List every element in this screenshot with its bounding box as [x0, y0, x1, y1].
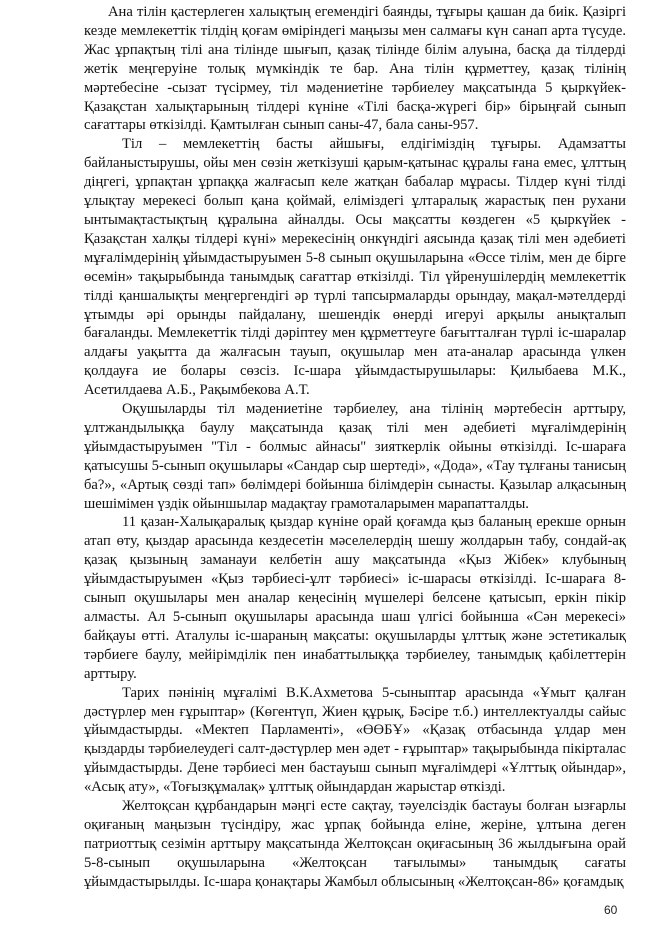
paragraph-girls-day: 11 қазан-Халықаралық қыздар күніне орай қоғамда қыз баланың ерекше орнын атап өту, қыздар арасында кездесетін мәселелердің шешу жолдарын табу, сондай-ақ қазақ қызының заманауи келбетін ашу мақсатында «Қыз Жібек» клубының ұйымдастыруымен «Қыз тәрбиесі-ұлт тәрбиесі» іс-шарасы өткізілді. Іс-шараға 8-сынып оқушылары мен аналар кеңесінің мүшелері белсене қатысып, еркін пікір алмасты. Ал 5-сынып оқушылары арасында шаш үлгісі бойынша «Сән мерекесі» байқауы өтті. Аталулы іс-шараның мақсаты: оқушыларды ұлттық және эстетикалық тәрбиеге баулу, мейірімділік пен инабаттылыққа тәрбиелеу, танымдық қабілеттерін арттыру.	[84, 514, 626, 682]
document-body	[84, 3, 626, 892]
page-number: 60	[604, 903, 618, 917]
paragraph-native-language: Ана тілін қастерлеген халықтың егемендігі баянды, тұғыры қашан да биік. Қазіргі кезде мемлекеттік тілдің қоғам өміріндегі маңызы мен салмағы күн санап арта түсуде. Жас ұрпақтың тілі ана тілінде шығып, қазақ тілінде білім алуына, басқа да тілдерді жетік меңгеруіне толық мүмкіндік те бар. Ана тілін құрметтеу, қазақ тілінің мәртебесіне -сызат түсірмеу, тіл мәдениетіне тәрбиелеу мақсатында 5 қыркүйек- Қазақстан халықтарының тілдері күніне «Тілі басқа-жүрегі бір» бірыңғай сынып сағаттары өткізілді. Қамтылған сынып саны-47, бала саны-957.	[84, 4, 626, 134]
paragraph-december-events: Желтоқсан құрбандарын мәңгі есте сақтау, тәуелсіздік бастауы болған ызғарлы оқиғаның маңызын түсіндіру, жас ұрпақ бойында еліне, жеріне, ұлтына деген патриоттық сезімін арттыру мақсатында Желтоқсан оқиғасының 36 жылдығына орай 5-8-сынып оқушыларына «Желтоқсан тағылымы» танымдық сағаты ұйымдастырылды. Іс-шара қонақтары Жамбыл облысының «Желтоқсан-86» қоғамдық	[84, 798, 626, 890]
paragraph-language-day: Тіл – мемлекеттің басты айшығы, елдігіміздің тұғыры. Адамзатты байланыстырушы, ойы мен сөзін жеткізуші қарым-қатынас құралы ғана емес, ұлттың діңгегі, ұрпақтан ұрпаққа жалғасып келе жатқан бабалар мұрасы. Тілдер күні тілді ұлықтау мерекесі болып қана қоймай, еліміздегі ұлтаралық жарастық пен рухани ынтымақтастықтың құралына айналды. Осы мақсатты көздеген «5 қыркүйек - Қазақстан халқы тілдері күні» мерекесінің онкүндігі аясында қазақ тілі мен әдебиеті мұғалімдерінің ұйымдастыруымен 5-8 сынып оқушыларына «Өссе тілім, мен де бірге өсемін» тақырыбында танымдық сағаттар өткізілді. Тіл үйренушілердің мемлекеттік тілді қаншалықты меңгергендігі әр түрлі тапсырмаларды орындау, мақал-мәтелдерді ұтымды әрі орынды пайдалану, шешендік өнерді игеруі арқылы анықталып бағаланды. Мемлекеттік тілді дәріптеу мен құрметтеуге бағытталған түрлі іс-шаралар алдағы уақытта да жалғасын тауып, оқушылар мен ата-аналар арасында үлкен қолдауға ие болары сөзсіз. Іс-шара ұйымдастырушылары: Қилыбаева М.К., Асетилдаева А.Б., Рақымбекова А.Т.	[84, 136, 626, 399]
paragraph-history-traditions: Тарих пәнінің мұғалімі В.К.Ахметова 5-сыныптар арасында «Ұмыт қалған дәстүрлер мен ғұрыптар» (Көгентүп, Жиен құрық, Бәсіре т.б.) интеллектуалды сайыс ұйымдастырды. «Мектеп Парламенті», «ӨӨБҰ» «Қазақ отбасында ұлдар мен қыздарды тәрбиелеудегі салт-дәстүрлер мен әдет - ғұрыптар» тақырыбында пікірталас ұйымдастырды. Дене тәрбиесі мен бастауыш сынып мұғалімдері «Ұлттық ойындар», «Асық ату», «Тоғызқұмалақ» ұлттық ойындардан жарыстар өткізді.	[84, 684, 626, 796]
paragraph-intellectual-game: Оқушыларды тіл мәдениетіне тәрбиелеу, ана тілінің мәртебесін арттыру, ұлтжандылыққа баулу мақсатында қазақ тілі мен әдебиеті мұғалімдерінің ұйымдастыруымен "Тіл - болмыс айнасы" зияткерлік ойыны өткізілді. Іс-шараға қатысушы 5-сынып оқушылары «Сандар сыр шертеді», «Дода», «Тау тұлғаны танисың ба?», «Артық сөзді тап» бөлімдері бойынша білімдерін сынасты. Қазылар алқасының шешімімен үздік ойыншылар мадақтау грамоталарымен марапатталды.	[84, 401, 626, 512]
